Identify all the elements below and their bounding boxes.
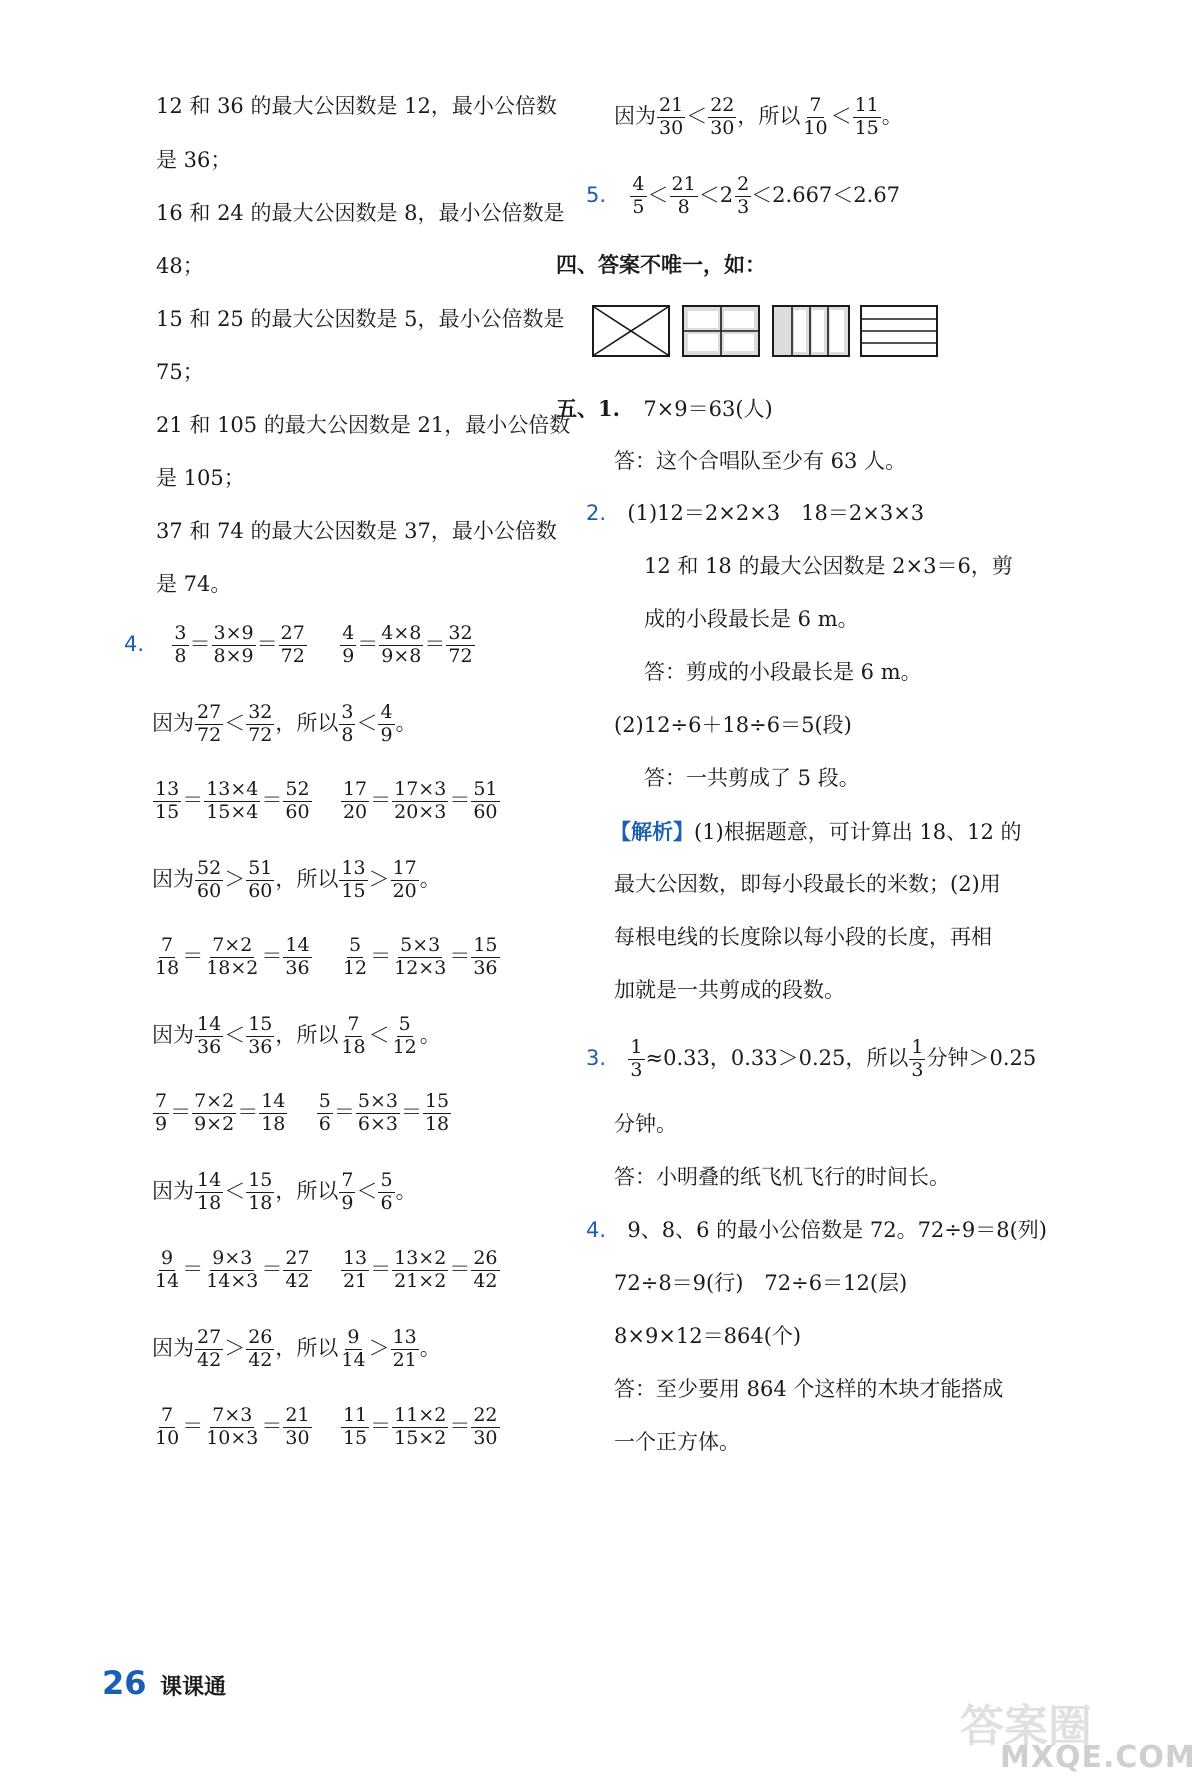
answer-line: 五、1. 7×9＝63(人) [556, 396, 773, 421]
answer-line: 答：至少要用 864 个这样的木块才能搭成 [614, 1377, 1004, 1401]
fraction-ordering: 5. $\frac{4}{5}$ ＜ $\frac{21}{8}$ ＜2 $\frac{2}{3}$ ＜2.667＜2.67 [586, 173, 901, 218]
brand-name: 课课通 [160, 1675, 227, 1700]
answer-line: 72÷8＝9(行) 72÷6＝12(层) [614, 1271, 908, 1295]
comparison-line: 因为 $\frac{14}{18}$ ＜ $\frac{15}{18}$ ，所以 $\frac{7}{9}$ ＜ $\frac{5}{6}$ 。 [152, 1169, 417, 1214]
question-number: 4. [586, 1218, 607, 1242]
answer-line: 答：小明叠的纸飞机飞行的时间长。 [614, 1165, 950, 1189]
watermark-logo: 答案圈 [960, 1701, 1092, 1752]
fraction-equation: $\frac{7}{9}$ ＝ $\frac{7\times 2}{9\times 2}$ ＝ $\frac{14}{18}$ $\frac{5}{6}$ ＝ $\frac{5\times 3}{6\times 3}$ ＝ $\frac{15}{18}$ [155, 1090, 450, 1135]
analysis-line: 每根电线的长度除以每小段的长度，再相 [614, 925, 992, 949]
fraction-equation: $\frac{7}{10}$ ＝ $\frac{7\times 3}{10\times 3}$ ＝ $\frac{21}{30}$ $\frac{11}{15}$ ＝ $\frac{11\times 2}{15\times 2}$ ＝ $\frac{22}{30}$ [155, 1404, 498, 1449]
text-line: 12 和 36 的最大公因数是 12，最小公倍数 [156, 94, 557, 118]
answer-line: 分钟。 [614, 1112, 677, 1136]
text-line: 是 36； [156, 148, 232, 172]
page-number: 26 [102, 1664, 147, 1702]
answer-line: 4. 9、8、6 的最小公倍数是 72。72÷9＝8(列) [586, 1218, 1048, 1242]
answer-line: (2)12÷6＋18÷6＝5(段) [614, 713, 852, 737]
fraction-equation: 4. $\frac{3}{8}$ ＝ $\frac{3\times 9}{8\times 9}$ ＝ $\frac{27}{72}$ $\frac{4}{9}$ ＝ $\frac{4\times 8}{9\times 8}$ ＝ $\frac{32}{72}$ [124, 622, 473, 667]
answer-line: 答：一共剪成了 5 段。 [644, 766, 860, 790]
section-heading: 四、答案不唯一，如： [556, 252, 766, 277]
answer-line: 2. (1)12＝2×2×3 18＝2×3×3 [586, 501, 925, 525]
answer-line: 成的小段最长是 6 m。 [644, 607, 859, 631]
comparison-line: 因为 $\frac{52}{60}$ ＞ $\frac{51}{60}$ ，所以 $\frac{13}{15}$ ＞ $\frac{17}{20}$ 。 [152, 857, 441, 902]
comparison-line: 因为 $\frac{27}{72}$ ＜ $\frac{32}{72}$ ，所以 $\frac{3}{8}$ ＜ $\frac{4}{9}$ 。 [152, 701, 417, 746]
fraction-equation: $\frac{13}{15}$ ＝ $\frac{13\times 4}{15\times 4}$ ＝ $\frac{52}{60}$ $\frac{17}{20}$ ＝ $\frac{17\times 3}{20\times 3}$ ＝ $\frac{51}{60}$ [155, 778, 498, 823]
analysis-tag: 【解析】 [610, 819, 694, 844]
rectangle-horizontal-strips-figure [860, 305, 938, 357]
rectangle-diagonals-figure [592, 305, 670, 357]
text-line: 是 74。 [156, 572, 232, 596]
analysis-line: 最大公因数，即每小段最长的米数；(2)用 [614, 872, 1001, 896]
answer-line: 答：这个合唱队至少有 63 人。 [614, 449, 907, 473]
analysis-line: 加就是一共剪成的段数。 [614, 978, 845, 1002]
answer-line: 一个正方体。 [614, 1430, 740, 1454]
answer-line: 8×9×12＝864(个) [614, 1324, 802, 1348]
rectangle-quarters-figure [682, 305, 760, 357]
rectangle-vertical-strips-figure [772, 305, 850, 357]
fraction-equation: $\frac{7}{18}$ ＝ $\frac{7\times 2}{18\times 2}$ ＝ $\frac{14}{36}$ $\frac{5}{12}$ ＝ $\frac{5\times 3}{12\times 3}$ ＝ $\frac{15}{36}$ [155, 934, 498, 979]
text-line: 21 和 105 的最大公因数是 21，最小公倍数 [156, 413, 571, 437]
text-line: 37 和 74 的最大公因数是 37，最小公倍数 [156, 519, 557, 543]
watermark-text: MXQE.COM [1000, 1740, 1196, 1775]
question-number: 5. [586, 182, 607, 207]
text-line: 15 和 25 的最大公因数是 5，最小公倍数是 [156, 307, 565, 331]
text-line: 是 105； [156, 466, 245, 490]
answer-line: 答：剪成的小段最长是 6 m。 [644, 660, 922, 684]
question-number: 2. [586, 501, 607, 525]
text-line: 48； [156, 254, 204, 278]
fraction-equation: $\frac{9}{14}$ ＝ $\frac{9\times 3}{14\times 3}$ ＝ $\frac{27}{42}$ $\frac{13}{21}$ ＝ $\frac{13\times 2}{21\times 2}$ ＝ $\frac{26}{42}$ [155, 1247, 498, 1292]
comparison-line: 因为 $\frac{14}{36}$ ＜ $\frac{15}{36}$ ，所以 $\frac{7}{18}$ ＜ $\frac{5}{12}$ 。 [152, 1013, 441, 1058]
comparison-line: 因为 $\frac{21}{30}$ ＜ $\frac{22}{30}$ ，所以 $\frac{7}{10}$ ＜ $\frac{11}{15}$ 。 [614, 94, 903, 139]
question-number: 3. [586, 1045, 607, 1070]
question-number: 4. [124, 631, 145, 656]
comparison-line: 因为 $\frac{27}{42}$ ＞ $\frac{26}{42}$ ，所以 $\frac{9}{14}$ ＞ $\frac{13}{21}$ 。 [152, 1326, 441, 1371]
section-heading: 五、1. [556, 396, 620, 421]
answer-line: 3. $\frac{1}{3}$ ≈0.33，0.33＞0.25，所以 $\frac{1}{3}$ 分钟＞0.25 [586, 1036, 1037, 1081]
text-line: 75； [156, 360, 204, 384]
answer-line: 12 和 18 的最大公因数是 2×3＝6，剪 [644, 554, 1013, 578]
text-line: 16 和 24 的最大公因数是 8，最小公倍数是 [156, 201, 565, 225]
analysis-line: 【解析】(1)根据题意，可计算出 18、12 的 [610, 819, 1022, 844]
